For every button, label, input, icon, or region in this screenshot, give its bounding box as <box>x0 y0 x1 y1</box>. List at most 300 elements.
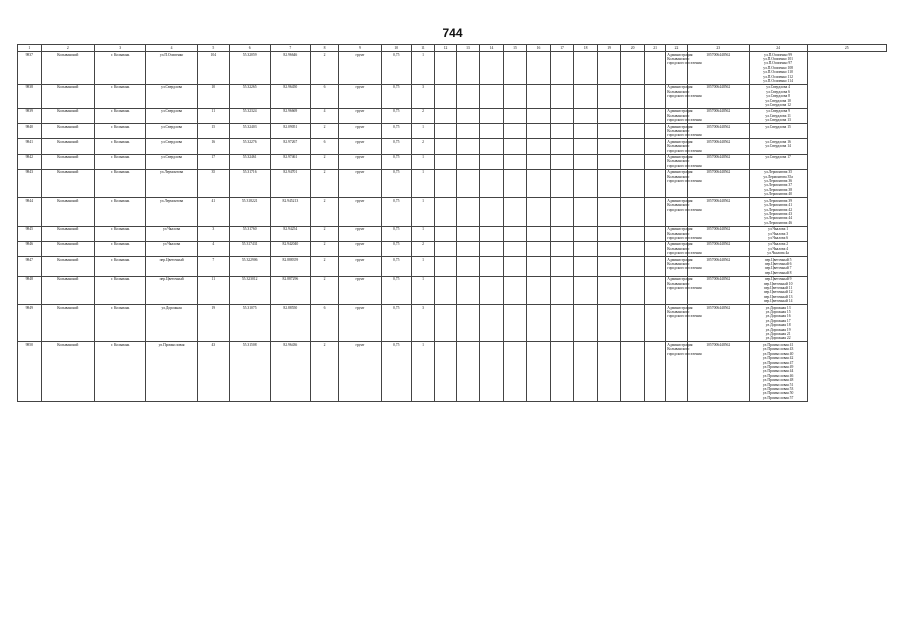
empty-cell <box>574 305 598 342</box>
empty-cell <box>621 305 645 342</box>
latitude-cell: 55.32276 <box>229 139 270 154</box>
house-cell: 104 <box>197 52 229 85</box>
owner-line: Колыванского <box>667 89 690 94</box>
table-row <box>18 139 887 154</box>
empty-cell <box>621 124 645 139</box>
address-line: ул.Свердлова 16 <box>765 139 791 144</box>
column-header: 17 <box>550 45 574 52</box>
street-cell: ул.Лермонтова <box>146 198 197 226</box>
owner-line: Администрация <box>667 124 693 129</box>
address-line: ул.Лермонтова 42 <box>764 207 793 212</box>
address-line: пер.Цветочный 14 <box>763 299 793 304</box>
empty-cell <box>480 52 504 85</box>
address-line: ул.Промысловая 43 <box>762 347 794 352</box>
owner-line: Администрация <box>667 257 693 262</box>
owner-cell <box>666 169 702 197</box>
owner-cell <box>666 257 702 277</box>
empty-cell <box>621 52 645 85</box>
empty-cell <box>550 276 574 304</box>
empty-cell <box>597 139 621 154</box>
address-line: ул.Промысловая 51 <box>762 382 794 387</box>
empty-cell <box>550 305 574 342</box>
empty-cell <box>435 124 456 139</box>
address-line: ул.Дорожная 21 <box>765 332 791 337</box>
address-line: ул.П.Осипенко 112 <box>763 74 793 79</box>
column-header: 9 <box>338 45 381 52</box>
record-number: 9842 <box>18 154 42 169</box>
empty-cell <box>621 108 645 123</box>
address-line: ул.Свердлова 4 <box>766 85 790 90</box>
table-row <box>18 154 887 169</box>
address-line: ул.Промысловая 46 <box>762 373 794 378</box>
empty-cell <box>644 198 665 226</box>
owner-line: городского поселения <box>667 286 702 290</box>
house-cell: 15 <box>197 124 229 139</box>
page-number: 744 <box>442 26 463 40</box>
latitude-cell: 55.31075 <box>229 305 270 342</box>
empty-cell <box>644 226 665 241</box>
area-cell: 0,75 <box>381 124 411 139</box>
record-number: 9840 <box>18 124 42 139</box>
empty-cell <box>574 52 598 85</box>
column-8-cell: 2 <box>311 52 339 85</box>
empty-cell <box>435 241 456 256</box>
empty-cell <box>435 108 456 123</box>
address-line: ул.Лермонтова 41 <box>764 203 793 208</box>
empty-cell <box>503 276 527 304</box>
record-number: 9843 <box>18 169 42 197</box>
address-line: ул.Промысловая 49 <box>762 364 794 369</box>
surface-cell: грунт <box>338 108 381 123</box>
column-header: 1 <box>18 45 42 52</box>
address-line: ул.Свердлова 10 <box>765 98 791 103</box>
latitude-cell: 55.32265 <box>229 84 270 108</box>
district-cell: Колыванский <box>41 108 95 123</box>
column-8-cell: 2 <box>311 342 339 401</box>
addresses-cell <box>749 342 807 401</box>
empty-cell <box>503 241 527 256</box>
ogrn-cell: 1057006440562 <box>687 342 749 401</box>
empty-cell <box>435 226 456 241</box>
ogrn-cell: 1057006440562 <box>687 139 749 154</box>
locality-cell: г. Колывань <box>95 169 146 197</box>
longitude-cell: 82.942040 <box>270 241 311 256</box>
column-8-cell: 6 <box>311 139 339 154</box>
address-line: ул.Чкалова 6 <box>768 235 789 240</box>
empty-cell <box>527 84 551 108</box>
empty-cell <box>480 124 504 139</box>
column-header: 21 <box>644 45 665 52</box>
street-cell: ул.П.Осипенко <box>146 52 197 85</box>
count-cell: 3 <box>411 305 435 342</box>
empty-cell <box>527 108 551 123</box>
empty-cell <box>621 154 645 169</box>
longitude-cell: 82.96450 <box>270 84 311 108</box>
address-line: ул.Лермонтова 37 <box>764 183 793 188</box>
area-cell: 0,75 <box>381 139 411 154</box>
column-header: 20 <box>621 45 645 52</box>
district-cell: Колыванский <box>41 276 95 304</box>
record-number: 9850 <box>18 342 42 401</box>
empty-cell <box>456 139 480 154</box>
count-cell: 1 <box>411 52 435 85</box>
table-row <box>18 257 887 277</box>
address-line: ул.Дорожная 22 <box>765 336 791 341</box>
empty-cell <box>527 276 551 304</box>
empty-cell <box>503 169 527 197</box>
owner-line: Администрация <box>667 305 693 310</box>
locality-cell: г. Колывань <box>95 305 146 342</box>
owner-line: Администрация <box>667 52 693 57</box>
address-line: ул.Лермонтова 38 <box>764 187 793 192</box>
district-cell: Колыванский <box>41 52 95 85</box>
owner-line: Колыванского <box>667 144 690 149</box>
owner-line: городского поселения <box>667 148 702 153</box>
house-cell: 7 <box>197 257 229 277</box>
owner-line: Колыванского <box>667 174 690 179</box>
owner-line: городского поселения <box>667 179 702 184</box>
empty-cell <box>527 169 551 197</box>
street-cell: ул.Чкалова <box>146 241 197 256</box>
empty-cell <box>550 139 574 154</box>
longitude-cell: 82.09051 <box>270 124 311 139</box>
owner-cell <box>666 139 702 154</box>
empty-cell <box>480 198 504 226</box>
empty-cell <box>644 154 665 169</box>
district-cell: Колыванский <box>41 124 95 139</box>
area-cell: 0,75 <box>381 257 411 277</box>
longitude-cell: 82.94701 <box>270 169 311 197</box>
area-cell: 0,75 <box>381 342 411 401</box>
ogrn-cell: 1057006440562 <box>687 124 749 139</box>
house-cell: 35 <box>197 169 229 197</box>
surface-cell: грунт <box>338 342 381 401</box>
table-row <box>18 276 887 304</box>
ogrn-cell: 1057006440562 <box>687 226 749 241</box>
empty-cell <box>480 257 504 277</box>
column-header: 12 <box>435 45 456 52</box>
district-cell: Колыванский <box>41 84 95 108</box>
record-number: 9846 <box>18 241 42 256</box>
empty-cell <box>456 226 480 241</box>
empty-cell <box>644 139 665 154</box>
owner-cell <box>666 305 702 342</box>
registry-table <box>17 44 887 402</box>
street-cell: ул.Свердлова <box>146 84 197 108</box>
address-line: ул.Свердлова 8 <box>766 94 790 99</box>
longitude-cell: 82.888359 <box>270 257 311 277</box>
district-cell: Колыванский <box>41 169 95 197</box>
ogrn-cell: 1057006440562 <box>687 84 749 108</box>
count-cell: 2 <box>411 108 435 123</box>
surface-cell: грунт <box>338 169 381 197</box>
empty-cell <box>435 305 456 342</box>
address-line: ул.Промысловая 50 <box>762 391 794 396</box>
district-cell: Колыванский <box>41 305 95 342</box>
addresses-cell <box>749 52 807 85</box>
table-row <box>18 226 887 241</box>
empty-cell <box>435 154 456 169</box>
empty-cell <box>644 169 665 197</box>
empty-cell <box>503 139 527 154</box>
empty-cell <box>621 139 645 154</box>
empty-cell <box>480 226 504 241</box>
district-cell: Колыванский <box>41 342 95 401</box>
latitude-cell: 55.318221 <box>229 198 270 226</box>
empty-cell <box>503 108 527 123</box>
area-cell: 0,75 <box>381 305 411 342</box>
street-cell: пер.Цветочный <box>146 276 197 304</box>
address-line: ул.П.Осипенко 99 <box>764 52 793 57</box>
locality-cell: г. Колывань <box>95 342 146 401</box>
owner-line: Администрация <box>667 342 693 347</box>
owner-line: Колыванского <box>667 231 690 236</box>
address-line: ул.Свердлова 11 <box>765 113 791 118</box>
empty-cell <box>597 198 621 226</box>
column-8-cell: 2 <box>311 226 339 241</box>
owner-line: Колыванского <box>667 281 690 286</box>
owner-line: Колыванского <box>667 129 690 133</box>
area-cell: 0,75 <box>381 226 411 241</box>
addresses-cell <box>749 169 807 197</box>
empty-cell <box>550 241 574 256</box>
column-8-cell: 2 <box>311 276 339 304</box>
address-line: ул.Свердлова 15 <box>765 124 791 129</box>
record-number: 9845 <box>18 226 42 241</box>
surface-cell: грунт <box>338 139 381 154</box>
longitude-cell: 82.96646 <box>270 52 311 85</box>
address-line: пер.Цветочный 6 <box>764 261 792 266</box>
empty-cell <box>435 84 456 108</box>
address-line: ул.Дорожная 19 <box>765 327 791 332</box>
district-cell: Колыванский <box>41 139 95 154</box>
empty-cell <box>503 305 527 342</box>
record-number: 9841 <box>18 139 42 154</box>
column-8-cell: 4 <box>311 108 339 123</box>
empty-cell <box>621 84 645 108</box>
column-header: 14 <box>480 45 504 52</box>
owner-line: Администрация <box>667 277 693 282</box>
empty-cell <box>574 241 598 256</box>
owner-line: Колыванского <box>667 203 690 208</box>
address-line: ул.П.Осипенко 97 <box>764 61 793 66</box>
empty-cell <box>621 257 645 277</box>
owner-cell <box>666 226 702 241</box>
surface-cell: грунт <box>338 241 381 256</box>
column-8-cell: 6 <box>311 84 339 108</box>
empty-cell <box>480 276 504 304</box>
latitude-cell: 55.32403 <box>229 124 270 139</box>
empty-cell <box>597 169 621 197</box>
count-cell: 1 <box>411 154 435 169</box>
table-row <box>18 169 887 197</box>
empty-cell <box>597 342 621 401</box>
longitude-cell: 82.94254 <box>270 226 311 241</box>
address-line: ул.Промысловая 57 <box>762 395 794 400</box>
empty-cell <box>480 342 504 401</box>
empty-cell <box>503 257 527 277</box>
district-cell: Колыванский <box>41 226 95 241</box>
longitude-cell: 82.96436 <box>270 342 311 401</box>
empty-cell <box>480 305 504 342</box>
empty-cell <box>456 84 480 108</box>
empty-cell <box>480 241 504 256</box>
address-line: ул.Дорожная 15 <box>765 310 791 315</box>
table-row <box>18 241 887 256</box>
house-cell: 11 <box>197 276 229 304</box>
addresses-cell <box>749 198 807 226</box>
empty-cell <box>527 241 551 256</box>
area-cell: 0,75 <box>381 276 411 304</box>
empty-cell <box>480 169 504 197</box>
empty-cell <box>550 198 574 226</box>
empty-cell <box>597 241 621 256</box>
owner-line: Администрация <box>667 109 693 114</box>
empty-cell <box>550 124 574 139</box>
owner-line: Администрация <box>667 139 693 144</box>
address-line: ул.Лермонтова 40 <box>764 192 793 197</box>
owner-line: городского поселения <box>667 266 702 271</box>
longitude-cell: 82.88550 <box>270 305 311 342</box>
empty-cell <box>435 342 456 401</box>
record-number: 9838 <box>18 84 42 108</box>
owner-line: Колыванского <box>667 347 690 352</box>
owner-cell <box>666 124 702 139</box>
address-line: пер.Цветочный 10 <box>763 281 793 286</box>
address-line: ул.Свердлова 9 <box>766 109 790 114</box>
column-header: 11 <box>411 45 435 52</box>
locality-cell: г. Колывань <box>95 198 146 226</box>
empty-cell <box>597 124 621 139</box>
count-cell: 1 <box>411 226 435 241</box>
empty-cell <box>456 276 480 304</box>
empty-cell <box>621 241 645 256</box>
address-line: пер.Цветочный 13 <box>763 294 793 299</box>
owner-line: городского поселения <box>667 163 702 168</box>
address-line: ул.Промысловая 47 <box>762 360 794 365</box>
column-header: 25 <box>807 45 886 52</box>
address-line: ул.Промысловая 41 <box>762 342 794 347</box>
address-line: ул.Чкалова 1 <box>768 227 789 232</box>
empty-cell <box>503 226 527 241</box>
count-cell: 1 <box>411 276 435 304</box>
address-line: ул.Промысловая 42 <box>762 356 794 361</box>
street-cell: ул.Промысловая <box>146 342 197 401</box>
address-line: ул.Промысловая 48 <box>762 378 794 383</box>
count-cell: 3 <box>411 84 435 108</box>
address-line: ул.Промысловая 44 <box>762 369 794 374</box>
empty-cell <box>597 276 621 304</box>
empty-cell <box>574 198 598 226</box>
house-cell: 11 <box>197 108 229 123</box>
owner-line: Колыванского <box>667 56 690 61</box>
column-8-cell: 2 <box>311 169 339 197</box>
column-header: 2 <box>41 45 95 52</box>
address-line: ул.Лермонтова 36 <box>764 179 793 184</box>
empty-cell <box>503 84 527 108</box>
count-cell: 1 <box>411 169 435 197</box>
table-row <box>18 124 887 139</box>
empty-cell <box>503 154 527 169</box>
ogrn-cell: 1057006440562 <box>687 257 749 277</box>
column-header: 23 <box>687 45 749 52</box>
house-cell: 10 <box>197 84 229 108</box>
empty-cell <box>621 276 645 304</box>
street-cell: ул.Чкалова <box>146 226 197 241</box>
address-line: ул.Чкалова 4а <box>767 251 789 256</box>
locality-cell: г. Колывань <box>95 124 146 139</box>
locality-cell: г. Колывань <box>95 241 146 256</box>
empty-cell <box>597 84 621 108</box>
addresses-cell <box>749 226 807 241</box>
locality-cell: г. Колывань <box>95 154 146 169</box>
address-line: пер.Цветочный 9 <box>764 277 792 282</box>
address-line: ул.Чкалова 2 <box>768 242 789 247</box>
column-header: 10 <box>381 45 411 52</box>
longitude-cell: 82.96669 <box>270 108 311 123</box>
empty-cell <box>574 257 598 277</box>
empty-cell <box>456 342 480 401</box>
locality-cell: г. Колывань <box>95 52 146 85</box>
address-line: пер.Цветочный 11 <box>763 286 793 290</box>
address-line: ул.Свердлова 6 <box>766 89 790 94</box>
record-number: 9849 <box>18 305 42 342</box>
empty-cell <box>621 226 645 241</box>
district-cell: Колыванский <box>41 154 95 169</box>
count-cell: 1 <box>411 257 435 277</box>
ogrn-cell: 1057006440562 <box>687 169 749 197</box>
owner-line: Администрация <box>667 227 693 232</box>
address-line: ул.Дорожная 17 <box>765 318 791 323</box>
area-cell: 0,75 <box>381 84 411 108</box>
empty-cell <box>480 139 504 154</box>
surface-cell: грунт <box>338 198 381 226</box>
owner-cell <box>666 276 702 304</box>
area-cell: 0,75 <box>381 52 411 85</box>
latitude-cell: 55.322906 <box>229 257 270 277</box>
ogrn-cell: 1057006440562 <box>687 52 749 85</box>
empty-cell <box>435 52 456 85</box>
empty-cell <box>597 257 621 277</box>
owner-line: городского поселения <box>667 61 702 66</box>
addresses-cell <box>749 241 807 256</box>
record-number: 9837 <box>18 52 42 85</box>
owner-line: Администрация <box>667 170 693 175</box>
count-cell: 2 <box>411 139 435 154</box>
house-cell: 4 <box>197 241 229 256</box>
surface-cell: грунт <box>338 154 381 169</box>
district-cell: Колыванский <box>41 241 95 256</box>
owner-line: городского поселения <box>667 94 702 99</box>
empty-cell <box>480 84 504 108</box>
address-line: ул.Лермонтова 35 <box>764 170 793 175</box>
address-line: ул.Чкалова 4 <box>768 246 789 251</box>
count-cell: 1 <box>411 124 435 139</box>
empty-cell <box>456 154 480 169</box>
table-row <box>18 108 887 123</box>
empty-cell <box>597 52 621 85</box>
locality-cell: г. Колывань <box>95 257 146 277</box>
empty-cell <box>456 198 480 226</box>
surface-cell: грунт <box>338 305 381 342</box>
street-cell: ул.Свердлова <box>146 108 197 123</box>
header-row <box>18 45 887 52</box>
empty-cell <box>550 226 574 241</box>
empty-cell <box>621 342 645 401</box>
column-header: 15 <box>503 45 527 52</box>
owner-line: Администрация <box>667 155 693 160</box>
empty-cell <box>597 305 621 342</box>
